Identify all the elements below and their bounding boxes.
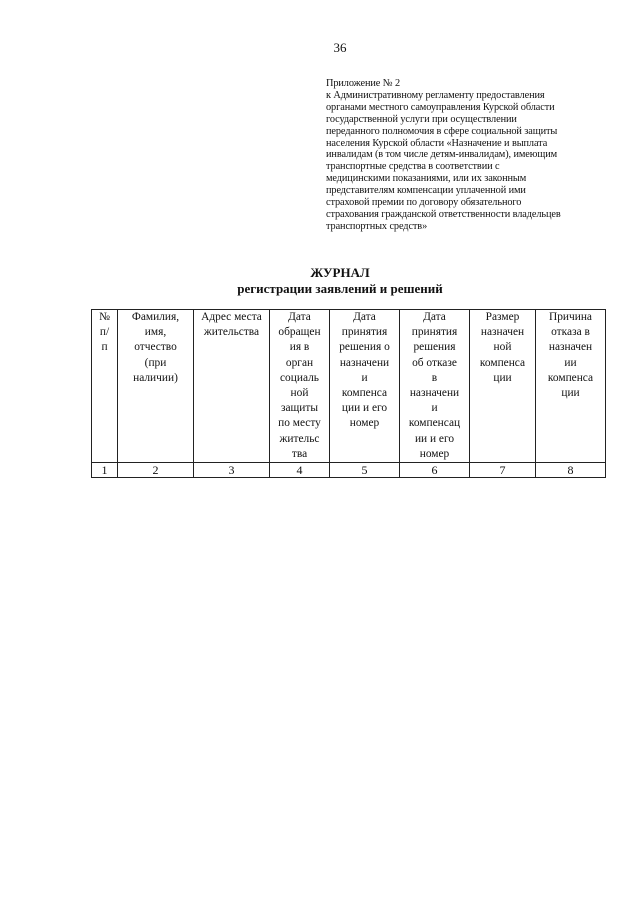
column-number: 2	[118, 463, 194, 478]
appendix-line: органами местного самоуправления Курской области	[326, 101, 555, 113]
column-header-refusal-decision: Дата принятия решения об отказе в назначени и компенсац ии и его номер	[400, 310, 470, 463]
column-header-refusal-reason: Причина отказа в назначен ии компенса ции	[536, 310, 606, 463]
column-header-grant-decision: Дата принятия решения о назначени и компенса ции и его номер	[330, 310, 400, 463]
appendix-line: Приложение № 2	[326, 78, 400, 89]
page-number: 36	[333, 40, 347, 55]
column-number: 1	[92, 463, 118, 478]
appendix-line: инвалидам (в том числе детям-инвалидам), имеющим	[326, 149, 558, 161]
column-header-address: Адрес места жительства	[194, 310, 270, 463]
column-number: 7	[470, 463, 536, 478]
column-header-name: Фамилия, имя, отчество (при наличии)	[118, 310, 194, 463]
column-header-amount: Размер назначен ной компенса ции	[470, 310, 536, 463]
column-header-number: № п/ п	[92, 310, 118, 463]
appendix-line: транспортные средства в соответствии с	[326, 161, 500, 173]
journal-subtitle: регистрации заявлений и решений	[237, 281, 443, 296]
column-number: 6	[400, 463, 470, 478]
appendix-header	[326, 78, 626, 233]
appendix-line: государственной услуги при осуществлении	[326, 113, 517, 125]
journal-heading	[0, 265, 640, 297]
column-number: 4	[270, 463, 330, 478]
appendix-line: переданного полномочия в сфере социальной защиты	[326, 125, 558, 137]
appendix-line: населения Курской области «Назначение и выплата	[326, 137, 548, 149]
appendix-line: представителям компенсации уплаченной ими	[326, 185, 526, 197]
column-number: 5	[330, 463, 400, 478]
column-header-application-date: Дата обращен ия в орган социаль ной защиты по месту жительс тва	[270, 310, 330, 463]
journal-title: ЖУРНАЛ	[310, 265, 370, 280]
column-numbers-row	[92, 463, 606, 478]
appendix-line: страховой премии по договору обязательного	[326, 197, 522, 209]
journal-table	[91, 309, 606, 478]
appendix-line: страхования гражданской ответственности владельцев	[326, 208, 561, 220]
appendix-line: медицинскими показаниями, или их законным	[326, 173, 527, 185]
table-header-row	[92, 310, 606, 463]
column-number: 8	[536, 463, 606, 478]
appendix-line: транспортных средств»	[326, 220, 428, 232]
appendix-line: к Административному регламенту предоставления	[326, 89, 545, 101]
column-number: 3	[194, 463, 270, 478]
